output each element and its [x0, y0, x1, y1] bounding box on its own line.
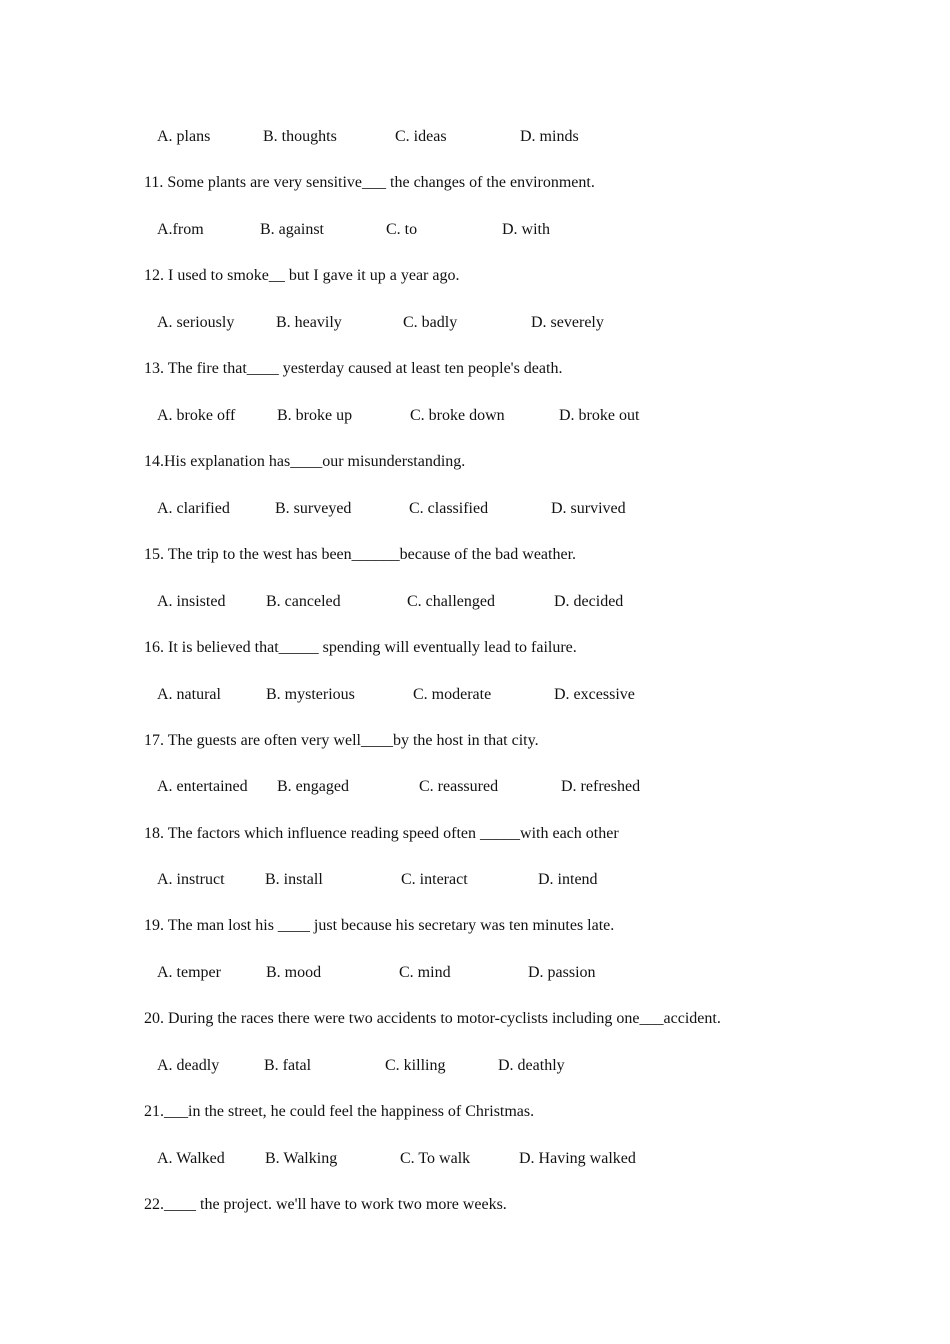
option-c: C. ideas — [395, 128, 447, 145]
option-a: A. broke off — [157, 407, 236, 424]
option-c: C. classified — [409, 500, 489, 517]
option-a: A. deadly — [157, 1057, 220, 1074]
option-a: A. entertained — [157, 778, 248, 795]
option-a: A. seriously — [157, 314, 235, 331]
option-d: D. passion — [528, 964, 596, 981]
option-b: B. Walking — [265, 1150, 338, 1167]
option-a: A. Walked — [157, 1150, 225, 1167]
option-b: B. heavily — [276, 314, 342, 331]
option-d: D. severely — [531, 314, 604, 331]
option-a: A. plans — [157, 128, 211, 145]
option-a: A. instruct — [157, 871, 225, 888]
option-c: C. To walk — [400, 1150, 471, 1167]
option-b: B. mood — [266, 964, 322, 981]
question-12-stem: 12. I used to smoke__ but I gave it up a year ago. — [144, 267, 460, 284]
option-c: C. reassured — [419, 778, 499, 795]
question-19-stem: 19. The man lost his ____ just because his secretary was ten minutes late. — [144, 917, 615, 934]
option-c: C. challenged — [407, 593, 495, 610]
question-13-stem: 13. The fire that____ yesterday caused at least ten people's death. — [144, 360, 563, 377]
option-d: D. with — [502, 221, 550, 238]
option-c: C. broke down — [410, 407, 505, 424]
option-d: D. decided — [554, 593, 624, 610]
option-c: C. mind — [399, 964, 451, 981]
option-a: A. insisted — [157, 593, 226, 610]
question-16-stem: 16. It is believed that_____ spending will eventually lead to failure. — [144, 639, 577, 656]
question-11-stem: 11. Some plants are very sensitive___ the changes of the environment. — [144, 174, 595, 191]
option-a: A. temper — [157, 964, 221, 981]
question-20-stem: 20. During the races there were two accidents to motor-cyclists including one___accident. — [144, 1010, 721, 1027]
option-c: C. moderate — [413, 686, 492, 703]
option-b: B. engaged — [277, 778, 349, 795]
question-14-stem: 14.His explanation has____our misunderstanding. — [144, 453, 466, 470]
option-c: C. killing — [385, 1057, 446, 1074]
option-c: C. to — [386, 221, 418, 238]
option-d: D. minds — [520, 128, 579, 145]
option-b: B. against — [260, 221, 324, 238]
question-18-stem: 18. The factors which influence reading speed often _____with each other — [144, 825, 619, 842]
option-a: A.from — [157, 221, 204, 238]
option-c: C. interact — [401, 871, 468, 888]
option-b: B. broke up — [277, 407, 353, 424]
question-21-stem: 21.___in the street, he could feel the happiness of Christmas. — [144, 1103, 535, 1120]
option-b: B. fatal — [264, 1057, 312, 1074]
question-17-stem: 17. The guests are often very well____by the host in that city. — [144, 732, 539, 749]
question-22-stem: 22.____ the project. we'll have to work two more weeks. — [144, 1196, 507, 1213]
question-15-stem: 15. The trip to the west has been______because of the bad weather. — [144, 546, 577, 563]
option-d: D. intend — [538, 871, 598, 888]
option-b: B. thoughts — [263, 128, 337, 145]
option-d: D. Having walked — [519, 1150, 636, 1167]
option-d: D. excessive — [554, 686, 635, 703]
option-b: B. install — [265, 871, 323, 888]
option-a: A. natural — [157, 686, 221, 703]
option-b: B. surveyed — [275, 500, 352, 517]
option-a: A. clarified — [157, 500, 230, 517]
option-b: B. mysterious — [266, 686, 355, 703]
option-c: C. badly — [403, 314, 458, 331]
option-d: D. survived — [551, 500, 626, 517]
option-d: D. refreshed — [561, 778, 641, 795]
option-b: B. canceled — [266, 593, 341, 610]
option-d: D. broke out — [559, 407, 640, 424]
option-d: D. deathly — [498, 1057, 565, 1074]
